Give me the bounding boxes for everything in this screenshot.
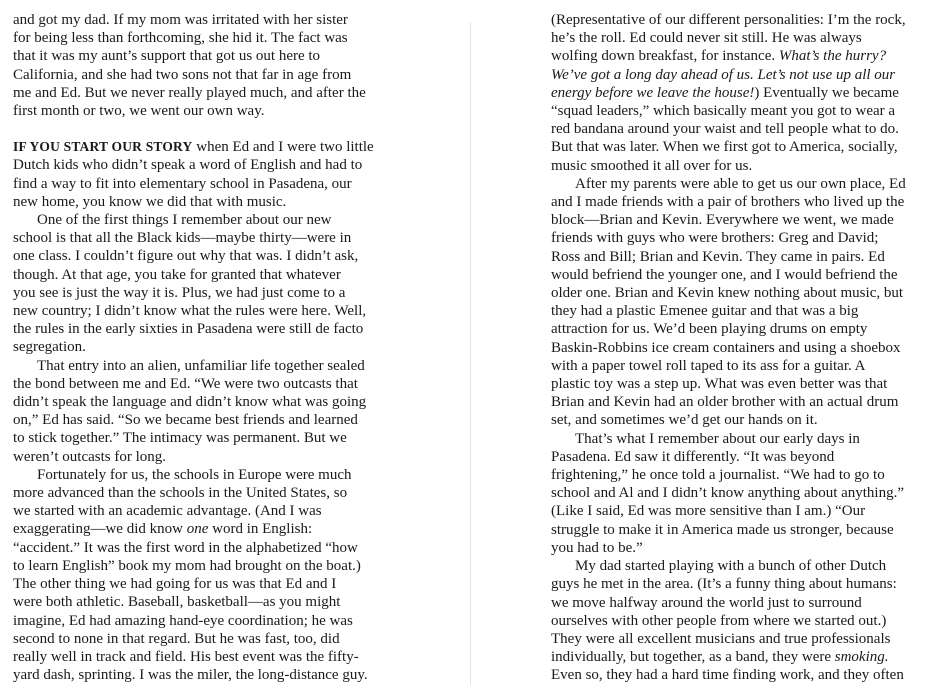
text-line: weren’t outcasts for long. [13, 448, 167, 465]
text-line: music smoothed it all over for us. [551, 157, 753, 174]
text-line: school is that all the Black kids—maybe thirty—were in [13, 230, 352, 247]
page-gutter-divider [470, 22, 471, 685]
text-line: imagine, Ed had amazing hand-eye coordination; he was [13, 612, 353, 629]
text-line: that it was my aunt’s support that got us out here to [13, 48, 321, 65]
text-line: older one. Brian and Kevin knew nothing about music, but [551, 285, 904, 302]
text-line: find a way to fit into elementary school in Pasadena, our [13, 175, 352, 192]
paragraph-2 [13, 138, 398, 211]
paragraph-r1-rest [551, 102, 936, 175]
text-line: Ross and Bill; Brian and Kevin. They came in pairs. Ed [551, 248, 885, 265]
paragraph-r1 [551, 11, 936, 175]
text-line: new country; I didn’t know what the rules were here. Well, [13, 303, 367, 320]
text-line: Brian and Kevin had an older brother with an actual drum [551, 394, 899, 411]
text-line: for being less than forthcoming, she hid it. The fact was [13, 30, 348, 47]
text-line: Dutch kids who didn’t speak a word of English and had to [13, 157, 363, 174]
emphasis-text: We’ve got a long day ahead of us. Let’s not use up all our [551, 66, 896, 83]
text-line: the bond between me and Ed. “We were two outcasts that [13, 375, 358, 392]
text-line: on,” Ed has said. “So we became best friends and learned [13, 412, 358, 429]
text-line [551, 84, 936, 102]
text-line: Baskin-Robbins ice cream containers and using a shoebox [551, 339, 901, 356]
right-page [551, 11, 936, 696]
paragraph-r4-rest [551, 666, 936, 684]
text-line: They were all excellent musicians and true professionals [551, 630, 891, 647]
text-line: (Like I said, Ed was more sensitive than I am.) “Our [551, 503, 866, 520]
emphasis-text: energy before we leave the house! [551, 84, 755, 101]
text-line: Pasadena. Ed saw it differently. “It was beyond [551, 448, 835, 465]
text-line: one class. I couldn’t figure out why that was. I didn’t ask, [13, 248, 359, 265]
text-line: set, and sometimes we’d get our hands on it. [551, 412, 818, 429]
text-line: didn’t speak the language and didn’t know what was going [13, 394, 367, 411]
text-line: California, and she had two sons not that far in age from [13, 66, 352, 83]
text-line: frightening,” he once told a journalist. “We had to go to [551, 467, 885, 484]
text-line: you see is just the way it is. Plus, we had just come to a [13, 284, 346, 301]
text-line: segregation. [13, 339, 86, 356]
text-line: “accident.” It was the first word in the alphabetized “how [13, 539, 358, 556]
text-line: That’s what I remember about our early days in [575, 430, 860, 447]
text-line: really well in track and field. His best event was the fifty- [13, 648, 359, 665]
text-line: One of the first things I remember about our new [37, 212, 332, 229]
section-lead-in: IF YOU START OUR STORY [13, 139, 193, 155]
text-line: Fortunately for us, the schools in Europe were much [37, 466, 352, 483]
paragraph-4 [13, 357, 398, 466]
text-line: But that was later. When we first got to America, socially, [551, 139, 898, 156]
text-line: friends with guys who were brothers: Greg and David; [551, 230, 879, 247]
text-line: more advanced than the schools in the United States, so [13, 485, 348, 502]
paragraph-1 [13, 11, 398, 120]
text-line: we move halfway around the world just to surround [551, 594, 862, 611]
paragraph-r4 [551, 557, 936, 684]
text-line: The other thing we had going for us was that Ed and I [13, 576, 337, 593]
text-line: ourselves with other people from where we started out.) [551, 612, 887, 629]
text-span: wolfing down breakfast, for instance. [551, 48, 779, 65]
text-line: guys he met in the area. (It’s a funny thing about humans: [551, 576, 897, 593]
text-span: exaggerating—we did know [13, 521, 187, 538]
text-line: My dad started playing with a bunch of other Dutch [575, 558, 887, 575]
text-line [551, 648, 936, 666]
paragraph-5 [13, 466, 398, 684]
text-span: word in English: [208, 521, 313, 538]
text-line [13, 520, 398, 538]
text-line: After my parents were able to get us our own place, Ed [575, 175, 906, 192]
text-line: to learn English” book my mom had brought on the boat.) [13, 557, 361, 574]
text-line: (Representative of our different personalities: I’m the rock, [551, 12, 906, 28]
text-line: second to none in that regard. But he was fast, too, did [13, 630, 340, 647]
text-line: though. At that age, you take for granted that whatever [13, 266, 341, 283]
paragraph-r2 [551, 175, 936, 430]
text-line: to stick together.” The intimacy was permanent. But we [13, 430, 347, 447]
text-line: attraction for us. We’d been playing drums on empty [551, 321, 868, 338]
text-line: the rules in the early sixties in Pasadena were still de facto [13, 321, 364, 338]
text-line: with a paper towel roll taped to its ass for a guitar. A [551, 357, 866, 374]
text-line: and I made friends with a pair of brothers who lived up the [551, 194, 905, 211]
emphasis-text: smoking. [834, 649, 889, 666]
text-line: yard dash, sprinting. I was the miler, the long-distance guy. [13, 667, 368, 684]
text-line [551, 66, 936, 84]
paragraph-2-first-line [13, 138, 398, 156]
text-line: and got my dad. If my mom was irritated with her sister [13, 12, 348, 28]
text-line: me and Ed. But we never really played much, and after the [13, 84, 366, 101]
text-span: ) Eventually we became [754, 84, 899, 101]
text-line: he’s the roll. Ed could never sit still. He was always [551, 30, 862, 47]
left-page [13, 11, 398, 696]
text-line: That entry into an alien, unfamiliar life together sealed [37, 357, 365, 374]
text-line: you had to be.” [551, 539, 643, 556]
emphasis-text: What’s the hurry? [778, 48, 887, 65]
text-span: individually, but together, as a band, they were [551, 649, 835, 666]
text-line: “squad leaders,” which basically meant you got to wear a [551, 103, 896, 120]
text-line: red bandana around your waist and tell people what to do. [551, 121, 899, 138]
text-line: struggle to make it in America made us stronger, because [551, 521, 894, 538]
paragraph-5-rest [13, 539, 398, 685]
text-line: new home, you know we did that with music. [13, 193, 287, 210]
text-line: school and Al and I didn’t know anything about anything.” [551, 485, 905, 502]
text-line: when Ed and I were two little [192, 139, 374, 156]
text-line: would befriend the younger one, and I would befriend the [551, 266, 898, 283]
text-line: plastic toy was a step up. What was even better was that [551, 376, 888, 393]
emphasis-text: one [186, 521, 209, 538]
paragraph-r3 [551, 430, 936, 557]
text-line: first month or two, we went our own way. [13, 103, 265, 120]
text-line: they had a plastic Emenee guitar and that was a big [551, 303, 859, 320]
text-line [551, 47, 936, 65]
paragraph-r4-start [551, 557, 936, 648]
text-line: we started with an academic advantage. (And I was [13, 503, 322, 520]
text-line: block—Brian and Kevin. Everywhere we went, we made [551, 212, 894, 229]
text-line: Even so, they had a hard time finding work, and they often [551, 667, 904, 684]
paragraph-3 [13, 211, 398, 357]
text-line: were both athletic. Baseball, basketball—as you might [13, 594, 341, 611]
